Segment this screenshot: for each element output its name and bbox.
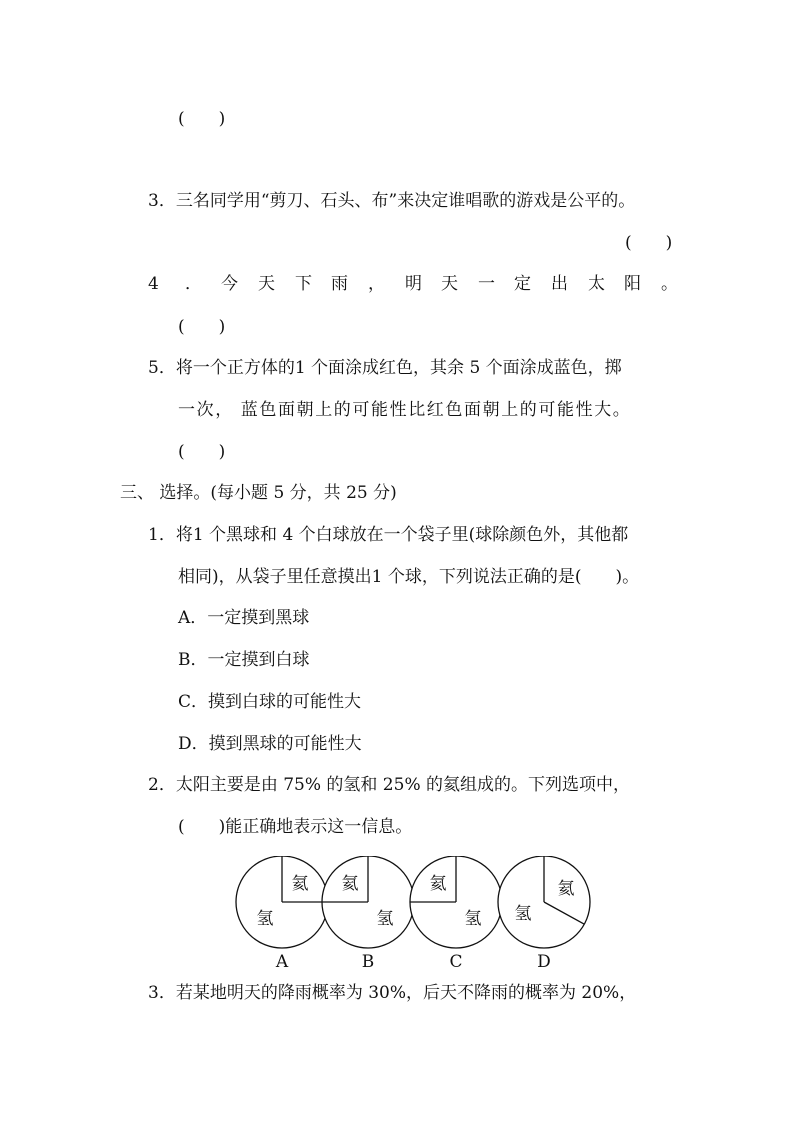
choice-q1-line2: 相同)，从袋子里任意摸出1 个球，下列说法正确的是( )。: [178, 567, 640, 587]
choice-q1-option-b: B．一定摸到白球: [178, 650, 310, 670]
judge-item-3-text: 3．三名同学用“剪刀、石头、布”来决定谁唱歌的游戏是公平的。: [148, 191, 636, 211]
pie-chart: [406, 856, 506, 956]
pie-chart: [318, 856, 418, 956]
judge-item-4-char: 定: [514, 274, 531, 294]
judge-item-4-char: 出: [551, 274, 568, 294]
choice-q2-line1: 2．太阳主要是由 75% 的氢和 25% 的氦组成的。下列选项中，: [148, 775, 631, 795]
pie-option-letter: A: [275, 952, 289, 972]
pie-label-hydrogen: 氢: [464, 909, 482, 929]
choice-q3-line1: 3．若某地明天的降雨概率为 30%，后天不降雨的概率为 20%，: [148, 983, 637, 1003]
judge-item-4-char: 明: [405, 274, 422, 294]
pie-figure-d: [494, 856, 594, 972]
judge-item-4-char: 天: [258, 274, 275, 294]
judge-item-4-char: 雨: [331, 274, 348, 294]
pie-label-hydrogen: 氢: [256, 909, 274, 929]
pie-label-helium: 氦: [557, 879, 575, 899]
judge-item-4-char: 阳: [624, 274, 641, 294]
choice-q2-line2: ( )能正确地表示这一信息。: [178, 817, 413, 837]
judge-item-4-char: 太: [588, 274, 605, 294]
choice-q1-option-c: C．摸到白球的可能性大: [178, 692, 362, 712]
pie-figure-b: [318, 856, 418, 972]
judge-item-4-char: 下: [295, 274, 312, 294]
judge-item-4-char: ，: [368, 274, 385, 294]
judge-item-4-char: 天: [441, 274, 458, 294]
judge-item-4-char: 今: [221, 274, 238, 294]
pie-option-letter: C: [449, 952, 463, 972]
pie-figure-a: [232, 856, 332, 972]
pie-option-letter: B: [361, 952, 375, 972]
judge-item-4-char: 4: [148, 274, 159, 294]
pie-option-letter: D: [537, 952, 551, 972]
judge-item-4-char: 一: [478, 274, 495, 294]
pie-figure-c: [406, 856, 506, 972]
choice-q1-line1: 1．将1 个黑球和 4 个白球放在一个袋子里(球除颜色外，其他都: [148, 525, 629, 545]
judge-item-4-char: 。: [661, 274, 678, 294]
section-3-heading: 三、 选择。(每小题 5 分，共 25 分): [120, 483, 397, 503]
pie-label-helium: 氦: [291, 874, 309, 894]
choice-q1-option-d: D．摸到黑球的可能性大: [178, 734, 362, 754]
judge-item-4-text: [148, 273, 678, 295]
pie-chart: [232, 856, 332, 956]
pie-label-helium: 氦: [341, 874, 359, 894]
judge-item-3-answer-blank: ( ): [625, 233, 673, 253]
pie-label-hydrogen: 氢: [514, 904, 532, 924]
item2-answer-blank: ( ): [178, 109, 226, 129]
pie-label-hydrogen: 氢: [376, 909, 394, 929]
judge-item-5-line1: 5．将一个正方体的1 个面涂成红色，其余 5 个面涂成蓝色，掷: [148, 358, 622, 378]
judge-item-4-answer-blank: ( ): [178, 317, 226, 337]
choice-q1-option-a: A．一定摸到黑球: [178, 608, 310, 628]
judge-item-5-line2: 一次， 蓝色面朝上的可能性比红色面朝上的可能性大。: [178, 400, 632, 420]
judge-item-5-answer-blank: ( ): [178, 442, 226, 462]
pie-label-helium: 氦: [429, 874, 447, 894]
judge-item-4-char: ．: [185, 274, 202, 294]
